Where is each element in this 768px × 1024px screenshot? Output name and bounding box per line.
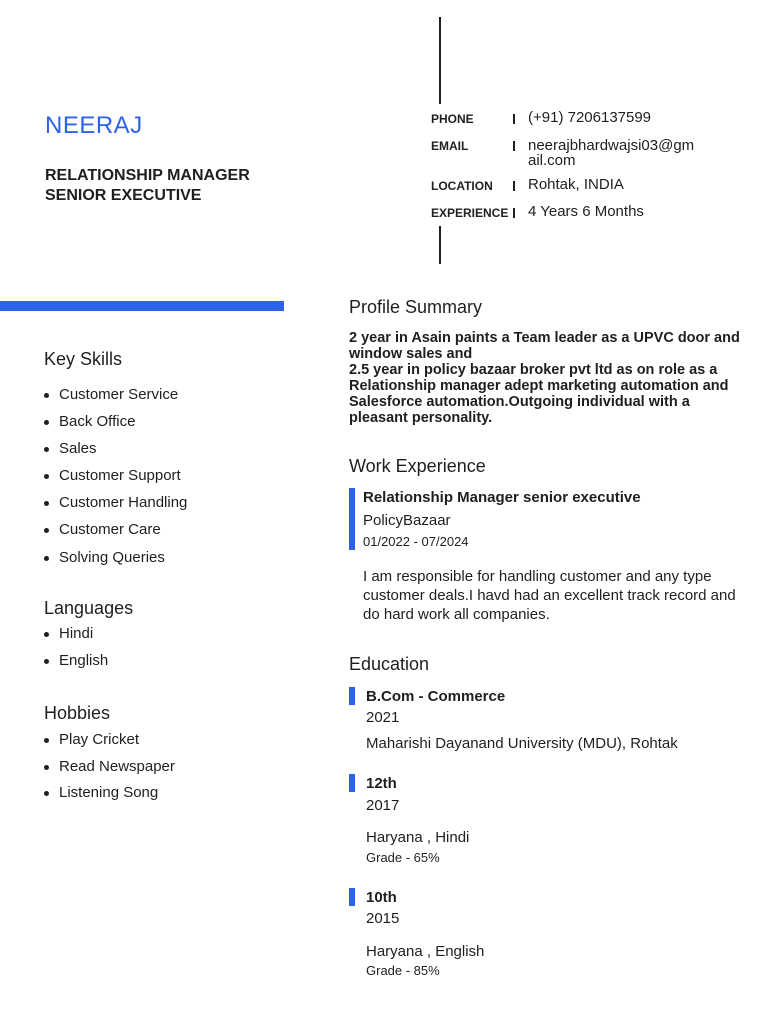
language-item: Hindi	[44, 625, 108, 652]
hobbies-heading: Hobbies	[44, 703, 111, 723]
experience-separator	[513, 208, 515, 218]
contact-divider-bottom	[439, 226, 441, 264]
edu-accent-bar	[349, 687, 355, 705]
skills-list	[44, 386, 187, 576]
skill-item: Back Office	[44, 413, 187, 440]
role-line-2: SENIOR EXECUTIVE	[45, 187, 202, 204]
summary-line-2: 2.5 year in policy bazaar broker pvt ltd as on role as a Relationship manager adept marketing automation and Salesforce automation.Outgoing individual with a pleasant personality.	[349, 362, 729, 426]
summary-line-1: 2 year in Asain paints a Team leader as a UPVC door and window sales and	[349, 330, 740, 362]
phone-label: PHONE	[431, 112, 474, 126]
accent-bar	[0, 301, 284, 311]
languages-heading: Languages	[44, 598, 134, 618]
skill-item: Solving Queries	[44, 549, 187, 576]
email-label: EMAIL	[431, 139, 469, 153]
skills-heading: Key Skills	[44, 349, 123, 369]
skill-item: Customer Care	[44, 521, 187, 549]
email-value	[528, 138, 718, 168]
edu-year: 2021	[366, 709, 400, 726]
email-value-line-2: ail.com	[528, 152, 576, 169]
languages-list	[44, 625, 108, 679]
work-heading: Work Experience	[349, 456, 486, 476]
edu-institution: Haryana , Hindi	[366, 829, 470, 846]
summary-text	[349, 330, 741, 426]
language-item: English	[44, 652, 108, 679]
skill-item: Sales	[44, 440, 187, 467]
job-description: I am responsible for handling customer and any type customer deals.I havd had an excellent track record and do hard work all companies.	[363, 568, 736, 623]
summary-heading: Profile Summary	[349, 297, 483, 317]
contact-divider-top	[439, 17, 441, 104]
experience-value: 4 Years 6 Months	[528, 203, 644, 220]
edu-grade: Grade - 85%	[366, 963, 440, 978]
edu-year: 2015	[366, 910, 400, 927]
education-heading: Education	[349, 654, 430, 674]
skill-item: Customer Service	[44, 386, 187, 413]
hobby-item: Play Cricket	[44, 731, 175, 758]
edu-accent-bar	[349, 888, 355, 906]
location-separator	[513, 181, 515, 191]
job-company: PolicyBazaar	[363, 512, 451, 529]
skill-item: Customer Support	[44, 467, 187, 494]
role-line-1: RELATIONSHIP MANAGER	[45, 167, 250, 184]
job-dates: 01/2022 - 07/2024	[363, 534, 469, 549]
edu-title: 12th	[366, 775, 397, 792]
email-value-line-1: neerajbhardwajsi03@gm	[528, 137, 695, 154]
phone-separator	[513, 114, 515, 124]
location-value: Rohtak, INDIA	[528, 176, 624, 193]
candidate-name: NEERAJ	[45, 112, 143, 139]
hobby-item: Listening Song	[44, 784, 175, 811]
edu-institution: Haryana , English	[366, 943, 485, 960]
candidate-role	[45, 166, 305, 206]
edu-accent-bar	[349, 774, 355, 792]
experience-label: EXPERIENCE	[431, 206, 509, 220]
job-title: Relationship Manager senior executive	[363, 489, 641, 506]
edu-year: 2017	[366, 797, 400, 814]
hobbies-list	[44, 731, 175, 811]
edu-title: 10th	[366, 889, 397, 906]
email-separator	[513, 141, 515, 151]
edu-institution: Maharishi Dayanand University (MDU), Rohtak	[366, 735, 678, 752]
edu-grade: Grade - 65%	[366, 850, 440, 865]
skill-item: Customer Handling	[44, 494, 187, 521]
hobby-item: Read Newspaper	[44, 758, 175, 784]
edu-title: B.Com - Commerce	[366, 688, 506, 705]
phone-value: (+91) 7206137599	[528, 109, 652, 126]
location-label: LOCATION	[431, 179, 493, 193]
work-accent-bar	[349, 488, 355, 550]
